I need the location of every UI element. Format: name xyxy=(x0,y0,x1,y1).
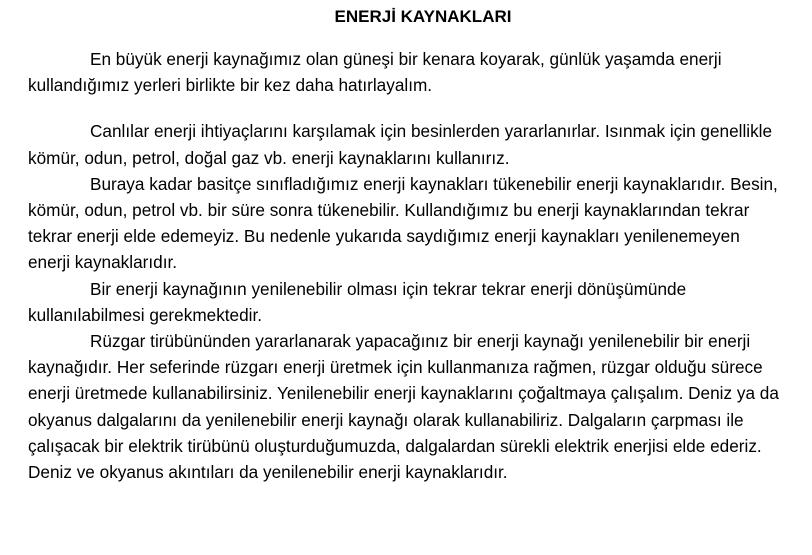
paragraph-wind-and-waves: Rüzgar tirübününden yararlanarak yapacağınız bir enerji kaynağı yenilenebilir bir enerji kaynağıdır. Her seferinde rüzgarı enerji üretmek için kullanmanıza rağmen, rüzgar olduğu sürece enerji üretmede kullanabilirsiniz. Yenilenebilir enerji kaynaklarını çoğaltmaya çalışalım. Deniz ya da okyanus dalgalarını da yenilenebilir enerji kaynağı olarak kullanabiliriz. Dalgaların çarpması ile çalışacak bir elektrik tirübünü oluşturduğumuzda, dalgalardan sürekli elektrik enerjisi elde ederiz. Deniz ve okyanus akıntıları da yenilenebilir enerji kaynaklarıdır. xyxy=(28,331,779,483)
paragraph-nonrenewable: Buraya kadar basitçe sınıfladığımız enerji kaynakları tükenebilir enerji kaynaklarıdır. Besin, kömür, odun, petrol vb. bir süre sonra tükenebilir. Kullandığımız bu enerji kaynaklarından tekrar tekrar enerji elde edemeyiz. Bu nedenle yukarıda saydığımız enerji kaynakları yenilenemeyen enerji kaynaklarıdır. xyxy=(28,173,778,273)
paragraph-intro: En büyük enerji kaynağımız olan güneşi bir kenara koyarak, günlük yaşamda enerji kullandığımız yerleri birlikte bir kez daha hatırlayalım. xyxy=(28,49,722,96)
paragraph-living-beings: Canlılar enerji ihtiyaçlarını karşılamak için besinlerden yararlanırlar. Isınmak için genellikle kömür, odun, petrol, doğal gaz vb. enerji kaynaklarını kullanırız. xyxy=(28,121,773,168)
document-title: ENERJİ KAYNAKLARI xyxy=(334,7,512,26)
paragraph-renewable-definition: Bir enerji kaynağının yenilenebilir olması için tekrar tekrar enerji dönüşümünde kullanılabilmesi gerekmektedir. xyxy=(28,278,687,325)
